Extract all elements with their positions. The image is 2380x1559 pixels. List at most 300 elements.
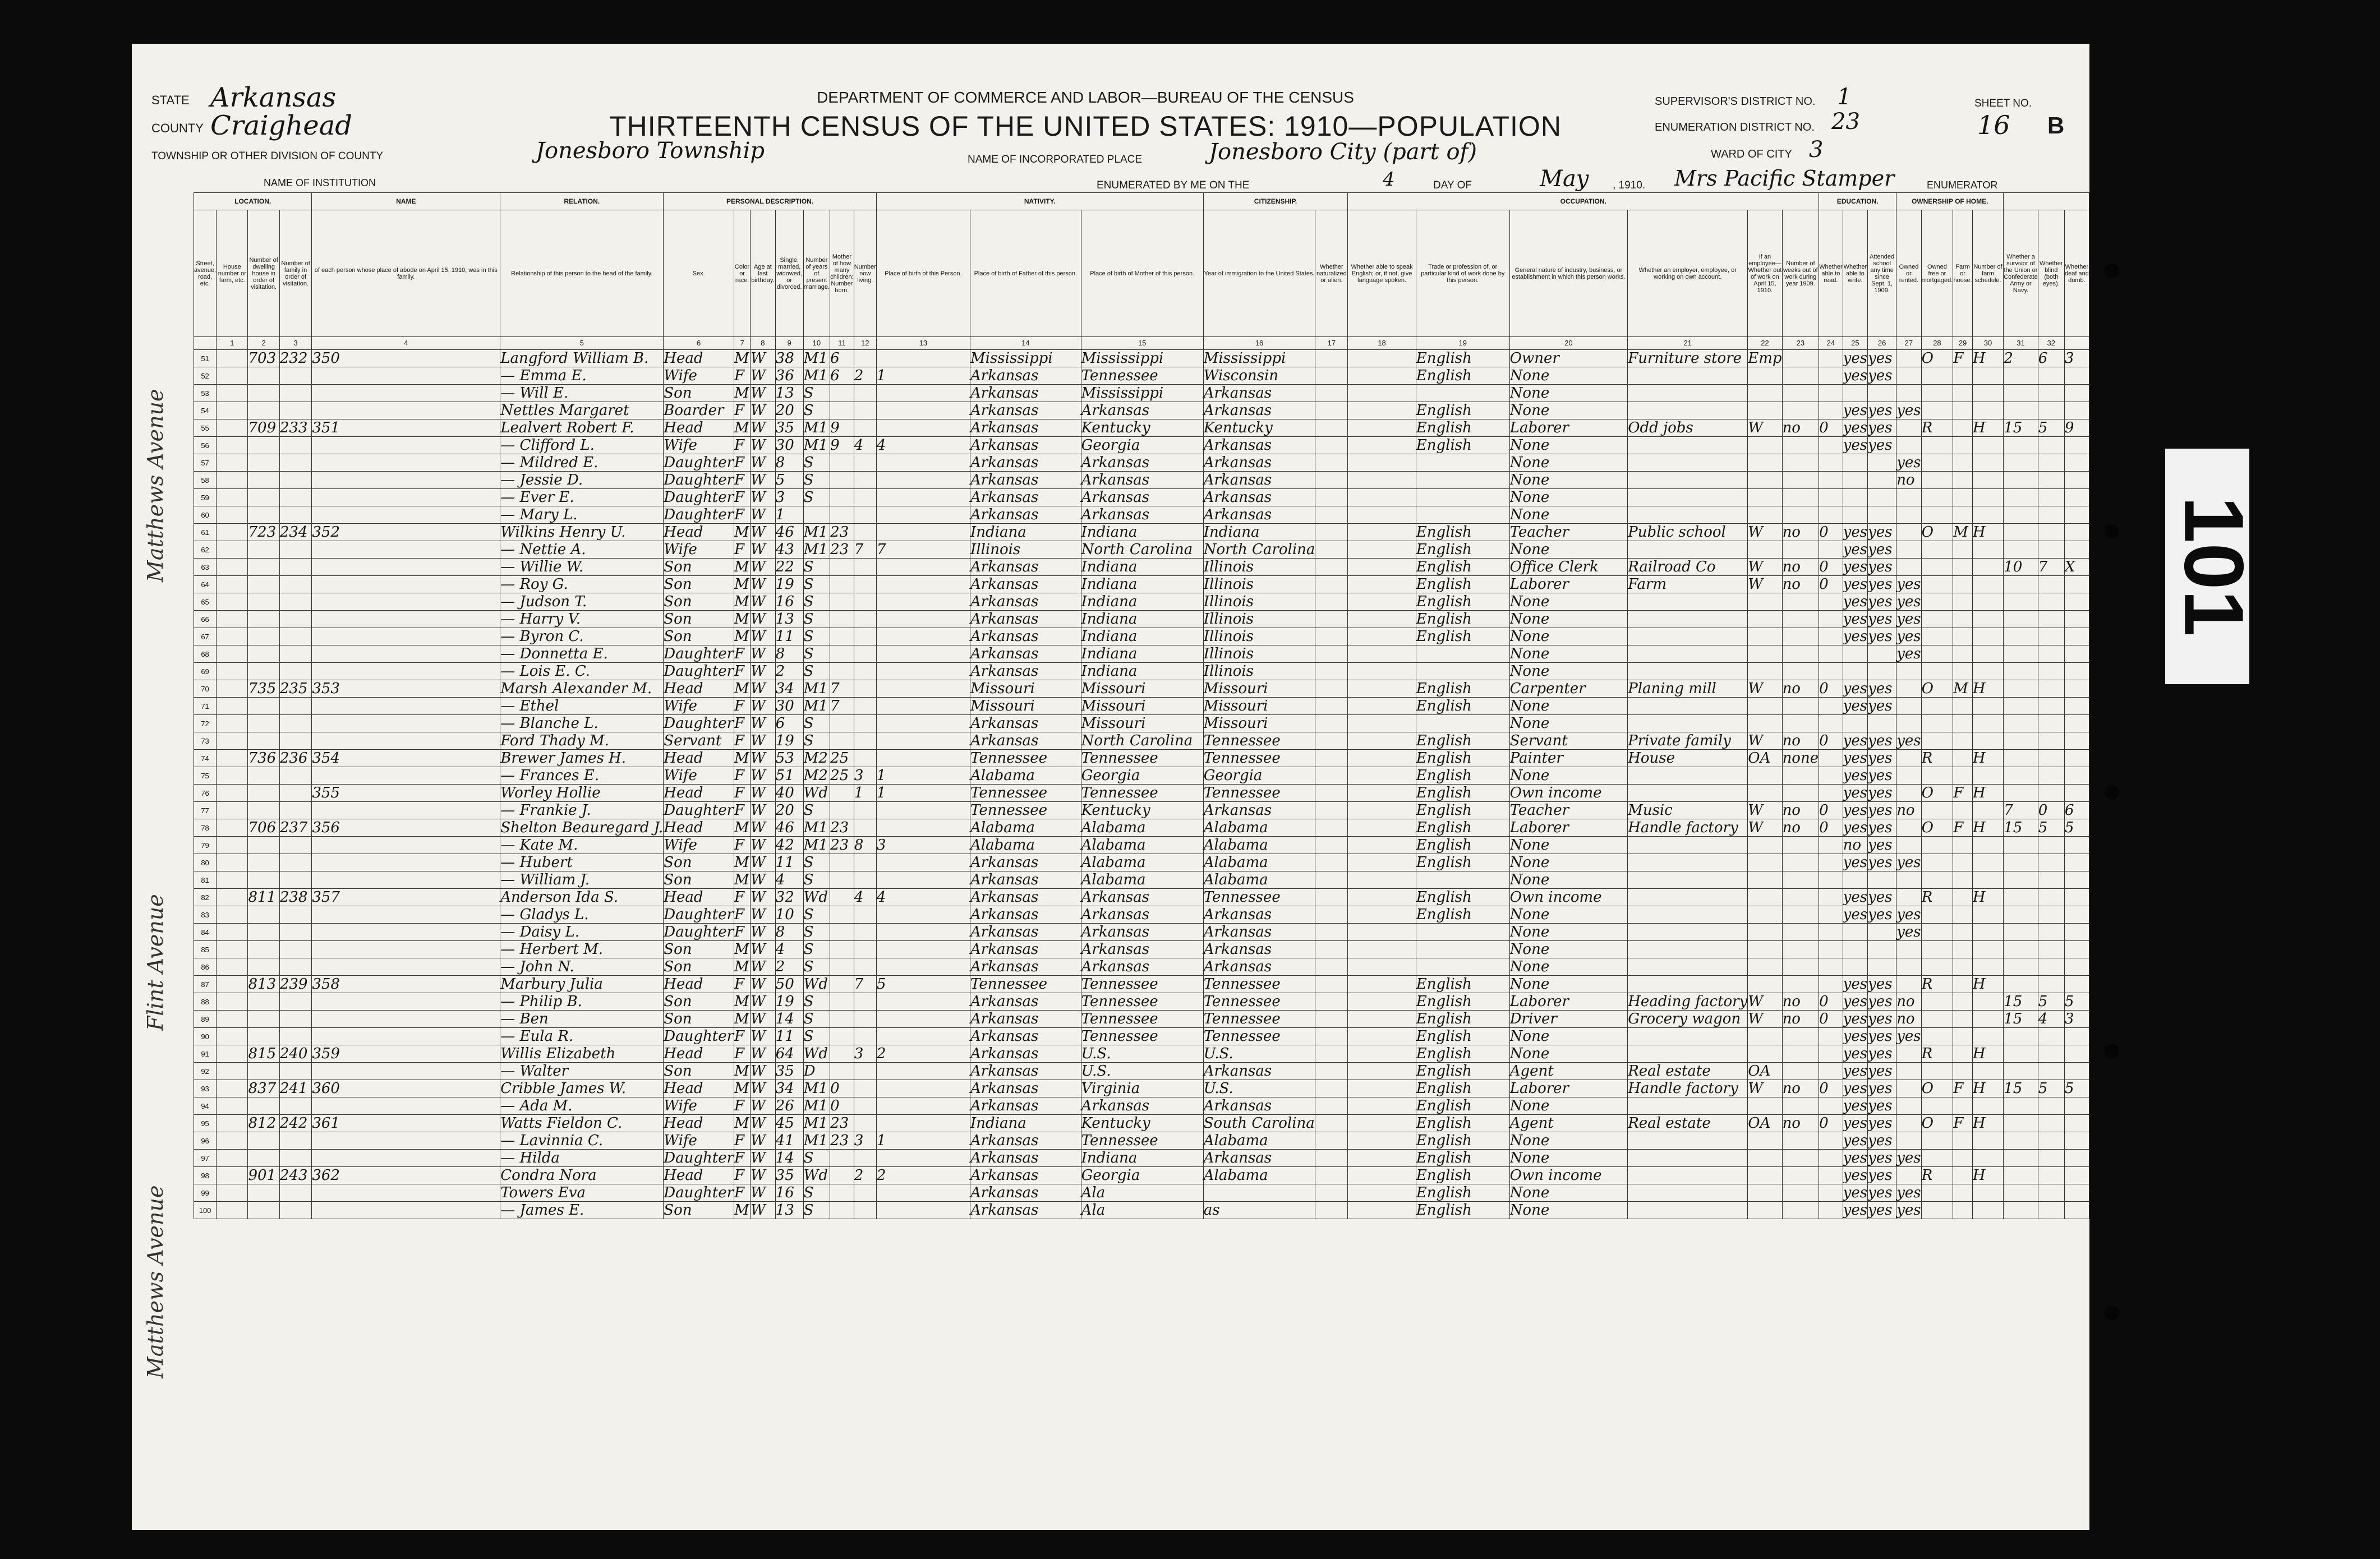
cell-pob: Arkansas xyxy=(970,1080,1081,1097)
cell-rel: Son xyxy=(664,611,734,628)
cell-ex2 xyxy=(2038,1063,2064,1080)
cell-living xyxy=(876,993,970,1011)
cell-sex: M xyxy=(734,958,749,975)
cell-own xyxy=(1921,1028,1953,1045)
cell-rel: Servant xyxy=(664,732,734,750)
cell-sex: M xyxy=(734,559,749,575)
cell-own xyxy=(1921,559,1953,576)
cell-fm xyxy=(1953,1011,1973,1028)
cell-read: yes xyxy=(1843,802,1868,819)
cell-house xyxy=(248,1132,279,1150)
cell-oow xyxy=(1782,385,1819,402)
cell-ms: S xyxy=(803,802,830,819)
cell-fam xyxy=(312,1202,500,1219)
cell-blank xyxy=(217,1045,248,1063)
cell-wk xyxy=(1819,854,1843,871)
cell-trade: None xyxy=(1509,1150,1628,1167)
cell-write: yes xyxy=(1868,976,1896,993)
cell-ex1 xyxy=(2004,958,2038,976)
cell-own xyxy=(1921,385,1953,402)
cell-ex2 xyxy=(2038,1184,2064,1202)
cell-born xyxy=(854,715,876,732)
cell-house xyxy=(248,1063,279,1080)
cell-sex: M xyxy=(734,1011,749,1027)
cell-blank xyxy=(217,489,248,506)
cell-mpob: Arkansas xyxy=(1203,1063,1315,1080)
cell-eng: English xyxy=(1416,350,1509,367)
census-row xyxy=(194,524,2089,541)
cell-trade: None xyxy=(1509,628,1628,645)
cell-trade: None xyxy=(1509,1097,1628,1115)
cell-att: no xyxy=(1896,802,1921,819)
cell-ex3 xyxy=(2064,1132,2089,1150)
cell-sex: F xyxy=(734,367,751,385)
cell-yrs: 6 xyxy=(830,350,854,367)
cell-blank xyxy=(1348,924,1416,941)
cell-dw xyxy=(279,1132,312,1150)
cell-att xyxy=(1896,698,1921,715)
cell-rel: Daughter xyxy=(664,906,734,923)
cell-name: Brewer James H. xyxy=(500,750,664,767)
cell-age: 46 xyxy=(775,819,803,837)
cell-ex3: 5 xyxy=(2064,819,2089,837)
cell-born xyxy=(854,593,876,611)
cell-name: Lealvert Robert F. xyxy=(500,419,664,437)
cell-fam: 352 xyxy=(312,524,500,541)
cell-rel: Wife xyxy=(664,437,734,454)
cell-dw xyxy=(279,402,312,419)
cell-oow xyxy=(1782,437,1819,454)
line-number: 51 xyxy=(194,350,217,367)
cell-ms: S xyxy=(803,611,830,628)
cell-age: 35 xyxy=(775,419,803,437)
cell-blank xyxy=(1315,976,1348,993)
cell-wk xyxy=(1819,506,1843,524)
cell-born xyxy=(854,489,876,506)
cell-oow: no xyxy=(1782,802,1819,819)
cell-ex2 xyxy=(2038,941,2064,958)
cell-eng: English xyxy=(1416,837,1509,854)
column-header: Whether blind (both eyes). xyxy=(2038,210,2064,337)
cell-ex2: 5 xyxy=(2038,1080,2064,1097)
line-number: 98 xyxy=(194,1167,217,1184)
cell-eng: English xyxy=(1416,402,1509,419)
column-number: 2 xyxy=(248,337,279,350)
cell-blank xyxy=(1315,698,1348,715)
cell-born: 2 xyxy=(854,1167,876,1184)
cell-read: yes xyxy=(1843,1028,1868,1045)
cell-own xyxy=(1921,454,1953,472)
cell-ind xyxy=(1628,1028,1748,1045)
cell-eng xyxy=(1416,958,1509,976)
cell-read: yes xyxy=(1843,576,1868,593)
cell-fh xyxy=(1972,802,2003,819)
enum-day: 4 xyxy=(1383,168,1395,191)
cell-blank xyxy=(1348,385,1416,402)
cell-ex1 xyxy=(2004,715,2038,732)
cell-pob: Arkansas xyxy=(970,1011,1081,1028)
cell-rel: Daughter xyxy=(664,472,734,488)
cell-race: W xyxy=(751,871,776,889)
cell-wk xyxy=(1819,785,1843,802)
cell-ex1 xyxy=(2004,871,2038,889)
cell-oow xyxy=(1782,906,1819,924)
cell-mpob: Tennessee xyxy=(1203,785,1315,802)
cell-blank xyxy=(1348,732,1416,750)
cell-ms: S xyxy=(803,993,830,1011)
line-number: 75 xyxy=(194,767,217,785)
cell-dw xyxy=(279,628,312,645)
cell-dw xyxy=(279,663,312,680)
cell-house xyxy=(248,489,279,506)
cell-ex3 xyxy=(2064,698,2089,715)
cell-fam: 358 xyxy=(312,976,500,993)
cell-eng: English xyxy=(1416,1063,1509,1080)
cell-wk: 0 xyxy=(1819,819,1843,837)
cell-living xyxy=(876,385,970,402)
cell-ex2 xyxy=(2038,1202,2064,1219)
cell-write: yes xyxy=(1868,402,1896,419)
cell-dw xyxy=(279,367,312,385)
cell-write: yes xyxy=(1868,993,1896,1011)
cell-fam: 359 xyxy=(312,1045,500,1063)
cell-trade: Carpenter xyxy=(1509,680,1628,698)
cell-ex2 xyxy=(2038,437,2064,454)
cell-sex: M xyxy=(734,871,749,888)
cell-dw xyxy=(279,871,312,889)
cell-living xyxy=(876,1115,970,1132)
census-row xyxy=(194,785,2089,802)
cell-sex: F xyxy=(734,976,751,993)
cell-race: W xyxy=(751,524,776,541)
cell-yrs xyxy=(830,454,854,472)
cell-blank xyxy=(1315,854,1348,871)
cell-race: W xyxy=(751,628,776,645)
cell-ex3 xyxy=(2064,1028,2089,1045)
cell-blank xyxy=(1315,1184,1348,1202)
cell-wk xyxy=(1819,437,1843,454)
cell-blank xyxy=(1315,419,1348,437)
cell-eng xyxy=(1416,645,1509,663)
cell-blank xyxy=(217,367,248,385)
cell-pob: Arkansas xyxy=(970,472,1081,489)
cell-born xyxy=(854,750,876,767)
cell-blank xyxy=(1348,750,1416,767)
cell-read: yes xyxy=(1843,1150,1868,1166)
cell-blank xyxy=(217,1097,248,1115)
census-row xyxy=(194,767,2089,785)
cell-trade: Painter xyxy=(1509,750,1628,767)
cell-blank xyxy=(217,611,248,628)
cell-fh xyxy=(1972,385,2003,402)
svg-text:101: 101 xyxy=(2167,496,2262,637)
cell-mpob: Wisconsin xyxy=(1203,367,1315,385)
cell-att xyxy=(1896,871,1921,889)
cell-write: yes xyxy=(1868,819,1896,837)
cell-born: 7 xyxy=(854,976,876,993)
cell-born: 7 xyxy=(854,541,876,559)
cell-emp: W xyxy=(1748,802,1782,819)
line-number: 53 xyxy=(194,385,217,402)
cell-ex1 xyxy=(2004,837,2038,854)
cell-fpob: Arkansas xyxy=(1081,454,1203,472)
cell-fh: H xyxy=(1972,976,2003,993)
cell-ex1 xyxy=(2004,941,2038,958)
census-row xyxy=(194,472,2089,489)
cell-race: W xyxy=(751,1150,776,1167)
cell-ex1 xyxy=(2004,576,2038,593)
cell-race: W xyxy=(751,837,776,854)
cell-pob: Mississippi xyxy=(970,350,1081,367)
cell-ex1 xyxy=(2004,732,2038,750)
cell-pob: Alabama xyxy=(970,819,1081,837)
cell-name: — Ada M. xyxy=(500,1097,664,1115)
cell-ex3: 6 xyxy=(2064,802,2089,819)
cell-ind: Real estate xyxy=(1628,1115,1748,1132)
cell-pob: Arkansas xyxy=(970,993,1081,1011)
cell-fpob: Indiana xyxy=(1081,593,1203,611)
cell-own xyxy=(1921,437,1953,454)
cell-sex: M xyxy=(734,350,749,367)
cell-write xyxy=(1868,645,1896,663)
cell-eng: English xyxy=(1416,1011,1509,1028)
cell-sex: F xyxy=(734,454,751,472)
cell-living: 1 xyxy=(876,367,970,385)
cell-living xyxy=(876,524,970,541)
cell-house xyxy=(248,1150,279,1167)
cell-yrs: 23 xyxy=(830,541,854,559)
cell-write: yes xyxy=(1868,541,1896,559)
cell-house xyxy=(248,645,279,663)
cell-rel: Head xyxy=(664,785,734,802)
cell-ex3 xyxy=(2064,1115,2089,1132)
cell-race: W xyxy=(751,958,776,976)
census-row xyxy=(194,680,2089,698)
cell-read: no xyxy=(1843,837,1867,854)
cell-house xyxy=(248,402,279,419)
column-group-header: OCCUPATION. xyxy=(1348,193,1819,210)
cell-name: Condra Nora xyxy=(500,1167,664,1184)
cell-mpob: Illinois xyxy=(1203,611,1315,628)
cell-emp xyxy=(1748,958,1782,976)
cell-ex2 xyxy=(2038,454,2064,472)
cell-ind xyxy=(1628,628,1748,645)
cell-living xyxy=(876,1063,970,1080)
cell-living xyxy=(876,819,970,837)
cell-born: 3 xyxy=(854,1045,876,1063)
cell-rel: Son xyxy=(664,1011,734,1028)
cell-trade: None xyxy=(1509,715,1628,732)
cell-emp xyxy=(1748,489,1782,506)
cell-ex3 xyxy=(2064,941,2089,958)
cell-race: W xyxy=(751,576,776,593)
cell-living xyxy=(876,489,970,506)
cell-house xyxy=(248,715,279,732)
cell-ex3 xyxy=(2064,1045,2089,1063)
cell-name: — Donnetta E. xyxy=(500,645,664,663)
cell-att: yes xyxy=(1896,593,1921,610)
supervisor-value: 1 xyxy=(1837,84,1852,110)
cell-dw xyxy=(279,1011,312,1028)
cell-fh xyxy=(1972,593,2003,611)
cell-eng xyxy=(1416,454,1509,472)
cell-fh xyxy=(1972,1028,2003,1045)
cell-fh: H xyxy=(1972,1167,2003,1184)
cell-age: 8 xyxy=(775,645,803,663)
cell-fh xyxy=(1972,1132,2003,1150)
cell-write xyxy=(1868,715,1896,732)
cell-att xyxy=(1896,350,1921,367)
cell-oow xyxy=(1782,1202,1819,1219)
cell-house xyxy=(248,1184,279,1202)
cell-ms: S xyxy=(803,645,830,663)
cell-read xyxy=(1843,472,1867,489)
cell-own xyxy=(1921,593,1953,611)
line-number: 87 xyxy=(194,976,217,993)
county-label: COUNTY xyxy=(151,121,204,135)
cell-age: 32 xyxy=(775,889,803,906)
cell-blank xyxy=(217,802,248,819)
cell-rel: Boarder xyxy=(664,402,734,419)
cell-born xyxy=(854,802,876,819)
cell-blank xyxy=(217,941,248,958)
cell-dw xyxy=(279,385,312,402)
cell-ex1 xyxy=(2004,385,2038,402)
cell-trade: None xyxy=(1509,906,1628,924)
cell-wk xyxy=(1819,350,1843,367)
cell-fm: M xyxy=(1953,524,1973,541)
census-row xyxy=(194,750,2089,767)
cell-blank xyxy=(1315,1132,1348,1150)
cell-fm xyxy=(1953,506,1973,524)
cell-read: yes xyxy=(1843,976,1868,993)
line-number: 54 xyxy=(194,402,217,419)
cell-race: W xyxy=(751,906,776,924)
cell-blank xyxy=(217,419,248,437)
column-group-header xyxy=(2004,193,2089,210)
column-group-header: NAME xyxy=(312,193,500,210)
cell-ms: S xyxy=(803,628,830,645)
cell-race: W xyxy=(751,1045,776,1063)
cell-rel: Daughter xyxy=(664,506,734,523)
cell-ex3: 3 xyxy=(2064,350,2089,367)
cell-pob: Arkansas xyxy=(970,1167,1081,1184)
cell-sex: F xyxy=(734,924,751,941)
cell-emp: W xyxy=(1748,680,1782,698)
cell-fh: H xyxy=(1972,889,2003,906)
cell-read: yes xyxy=(1843,1167,1868,1184)
cell-ind: Heading factory xyxy=(1628,993,1748,1010)
cell-blank xyxy=(1348,1202,1416,1219)
cell-rel: Son xyxy=(664,1202,734,1219)
cell-race: W xyxy=(751,454,776,472)
cell-own xyxy=(1921,715,1953,732)
cell-age: 19 xyxy=(775,993,803,1011)
cell-house: 812 xyxy=(248,1115,279,1132)
cell-fh: H xyxy=(1972,419,2003,437)
census-row xyxy=(194,454,2089,472)
cell-pob: Arkansas xyxy=(970,576,1081,593)
cell-ms: S xyxy=(803,1184,830,1202)
cell-fh xyxy=(1972,1097,2003,1115)
cell-emp xyxy=(1748,541,1782,559)
cell-blank xyxy=(217,506,248,524)
cell-name: Ford Thady M. xyxy=(500,732,664,750)
cell-ex1 xyxy=(2004,767,2038,785)
cell-house: 813 xyxy=(248,976,279,993)
cell-eng: English xyxy=(1416,1028,1509,1045)
cell-fam xyxy=(312,385,500,402)
cell-blank xyxy=(217,576,248,593)
cell-wk xyxy=(1819,1045,1843,1063)
cell-emp xyxy=(1748,767,1782,785)
line-number: 100 xyxy=(194,1202,217,1219)
cell-ex3 xyxy=(2064,976,2089,993)
cell-ex1 xyxy=(2004,541,2038,559)
cell-wk xyxy=(1819,958,1843,976)
cell-blank xyxy=(1348,1115,1416,1132)
cell-pob: Arkansas xyxy=(970,732,1081,750)
cell-fpob: Indiana xyxy=(1081,1150,1203,1167)
cell-ex3 xyxy=(2064,871,2089,889)
cell-fm xyxy=(1953,715,1973,732)
cell-fm xyxy=(1953,663,1973,680)
column-header: Year of immigration to the United States. xyxy=(1203,210,1315,337)
cell-ind xyxy=(1628,871,1748,889)
census-row xyxy=(194,1184,2089,1202)
cell-living xyxy=(876,680,970,698)
cell-ex1 xyxy=(2004,854,2038,871)
cell-living xyxy=(876,854,970,871)
cell-fpob: Alabama xyxy=(1081,854,1203,871)
cell-sex: M xyxy=(734,993,749,1010)
cell-read: yes xyxy=(1843,889,1868,906)
cell-house xyxy=(248,924,279,941)
cell-ex3 xyxy=(2064,506,2089,524)
cell-att xyxy=(1896,941,1921,958)
cell-ind xyxy=(1628,924,1748,941)
cell-ms: S xyxy=(803,1150,830,1167)
cell-dw xyxy=(279,593,312,611)
cell-ex2 xyxy=(2038,489,2064,506)
cell-sex: F xyxy=(734,802,751,819)
column-number: 24 xyxy=(1819,337,1843,350)
cell-name: — Lavinnia C. xyxy=(500,1132,664,1150)
cell-living xyxy=(876,958,970,976)
line-number: 70 xyxy=(194,680,217,698)
cell-blank xyxy=(1315,993,1348,1011)
cell-trade: None xyxy=(1509,1045,1628,1063)
cell-fam: 354 xyxy=(312,750,500,767)
cell-ex1 xyxy=(2004,402,2038,419)
cell-fam xyxy=(312,559,500,576)
cell-pob: Arkansas xyxy=(970,715,1081,732)
cell-write xyxy=(1868,958,1896,976)
cell-age: 13 xyxy=(775,1202,803,1219)
cell-pob: Missouri xyxy=(970,680,1081,698)
cell-att xyxy=(1896,541,1921,559)
cell-race: W xyxy=(751,402,776,419)
cell-dw xyxy=(279,802,312,819)
cell-ex3 xyxy=(2064,1202,2089,1219)
line-number: 94 xyxy=(194,1097,217,1115)
cell-ms: M2 xyxy=(803,767,830,785)
cell-blank xyxy=(1315,1202,1348,1219)
cell-ex3 xyxy=(2064,680,2089,698)
column-number: 27 xyxy=(1896,337,1921,350)
cell-living xyxy=(876,576,970,593)
cell-sex: F xyxy=(734,645,751,663)
